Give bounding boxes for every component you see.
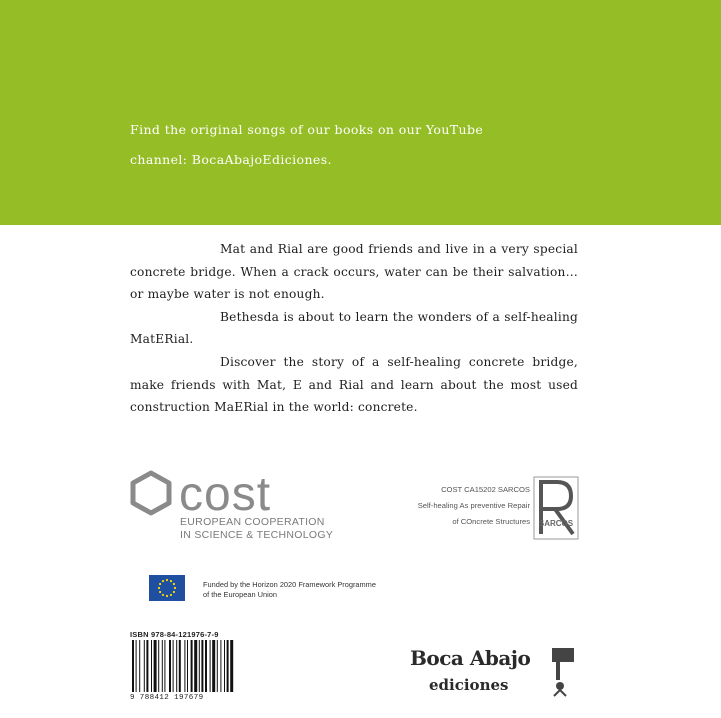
sarcos-mark-text: SARCOS bbox=[538, 519, 574, 528]
barcode-bar bbox=[217, 640, 218, 692]
barcode-bar bbox=[210, 640, 211, 692]
barcode-bar bbox=[201, 640, 203, 692]
eu-star-icon bbox=[173, 591, 175, 593]
cost-wordmark: cost bbox=[179, 470, 272, 516]
cost-subtitle-line-1: EUROPEAN COOPERATION bbox=[180, 516, 325, 528]
cost-subtitle-line-2: IN SCIENCE & TECHNOLOGY bbox=[180, 529, 334, 541]
barcode bbox=[130, 640, 238, 694]
barcode-bar bbox=[187, 640, 188, 692]
cost-logo bbox=[127, 470, 327, 516]
eu-star-icon bbox=[174, 587, 176, 589]
eu-star-icon bbox=[173, 583, 175, 585]
barcode-bar bbox=[191, 640, 193, 692]
funding-line-2: of the European Union bbox=[203, 590, 277, 599]
barcode-bar bbox=[227, 640, 229, 692]
barcode-bar bbox=[184, 640, 185, 692]
barcode-bar bbox=[179, 640, 181, 692]
funding-line-1: Funded by the Horizon 2020 Framework Programme bbox=[203, 580, 376, 589]
barcode-bar bbox=[162, 640, 163, 692]
barcode-bar bbox=[173, 640, 174, 692]
barcode-bar bbox=[154, 640, 157, 692]
promo-line-1: Find the original songs of our books on our YouTube bbox=[130, 122, 484, 137]
barcode-bar bbox=[139, 640, 140, 692]
blurb-paragraph-2: Bethesda is about to learn the wonders of a self-healing MatERial. bbox=[130, 309, 578, 347]
publisher-figure-icon bbox=[548, 646, 578, 698]
barcode-bar bbox=[169, 640, 171, 692]
barcode-bar bbox=[151, 640, 152, 692]
barcode-bar bbox=[212, 640, 215, 692]
barcode-bar bbox=[132, 640, 134, 692]
book-blurb bbox=[130, 238, 578, 419]
eu-star-icon bbox=[159, 591, 161, 593]
barcode-bar bbox=[164, 640, 165, 692]
sarcos-line-3: of COncrete Structures bbox=[452, 517, 530, 526]
eu-flag-icon bbox=[149, 575, 185, 601]
blurb-paragraph-1: Mat and Rial are good friends and live in a very special concrete bridge. When a crack occurs, water can be their salvation… or maybe water is not enough. bbox=[130, 242, 578, 302]
promo-line-2: channel: BocaAbajoEdiciones. bbox=[130, 152, 332, 167]
barcode-bar bbox=[224, 640, 225, 692]
eu-star-icon bbox=[166, 579, 168, 581]
sarcos-line-1: COST CA15202 SARCOS bbox=[441, 485, 530, 494]
eu-star-icon bbox=[170, 580, 172, 582]
barcode-bar bbox=[205, 640, 207, 692]
eu-star-icon bbox=[162, 580, 164, 582]
barcode-bar bbox=[146, 640, 148, 692]
sarcos-logo bbox=[533, 476, 579, 540]
barcode-bar bbox=[136, 640, 137, 692]
barcode-digits: 9 788412 197679 bbox=[130, 694, 204, 702]
cost-subtitle bbox=[180, 516, 333, 542]
barcode-bar bbox=[199, 640, 200, 692]
eu-funding-note bbox=[203, 580, 376, 600]
green-header-band bbox=[0, 0, 721, 225]
eu-star-icon bbox=[170, 594, 172, 596]
barcode-bar bbox=[230, 640, 233, 692]
eu-star-icon bbox=[166, 595, 168, 597]
barcode-bar bbox=[158, 640, 159, 692]
blurb-paragraph-3: Discover the story of a self-healing concrete bridge, make friends with Mat, E and Rial and learn about the most used construction MaERial in the world: concrete. bbox=[130, 354, 578, 415]
eu-star-icon bbox=[159, 583, 161, 585]
barcode-bar bbox=[176, 640, 177, 692]
barcode-bar bbox=[220, 640, 221, 692]
sarcos-line-2: Self-healing As preventive Repair bbox=[417, 501, 530, 510]
youtube-promo bbox=[130, 115, 580, 175]
publisher-name: Boca Abajo bbox=[410, 646, 531, 670]
barcode-bar bbox=[144, 640, 145, 692]
isbn-label: ISBN 978-84-121976-7-9 bbox=[130, 630, 219, 639]
sarcos-credit bbox=[370, 482, 530, 530]
eu-star-icon bbox=[162, 594, 164, 596]
barcode-bar bbox=[194, 640, 197, 692]
eu-star-icon bbox=[158, 587, 160, 589]
publisher-subtitle: ediciones bbox=[429, 676, 509, 694]
